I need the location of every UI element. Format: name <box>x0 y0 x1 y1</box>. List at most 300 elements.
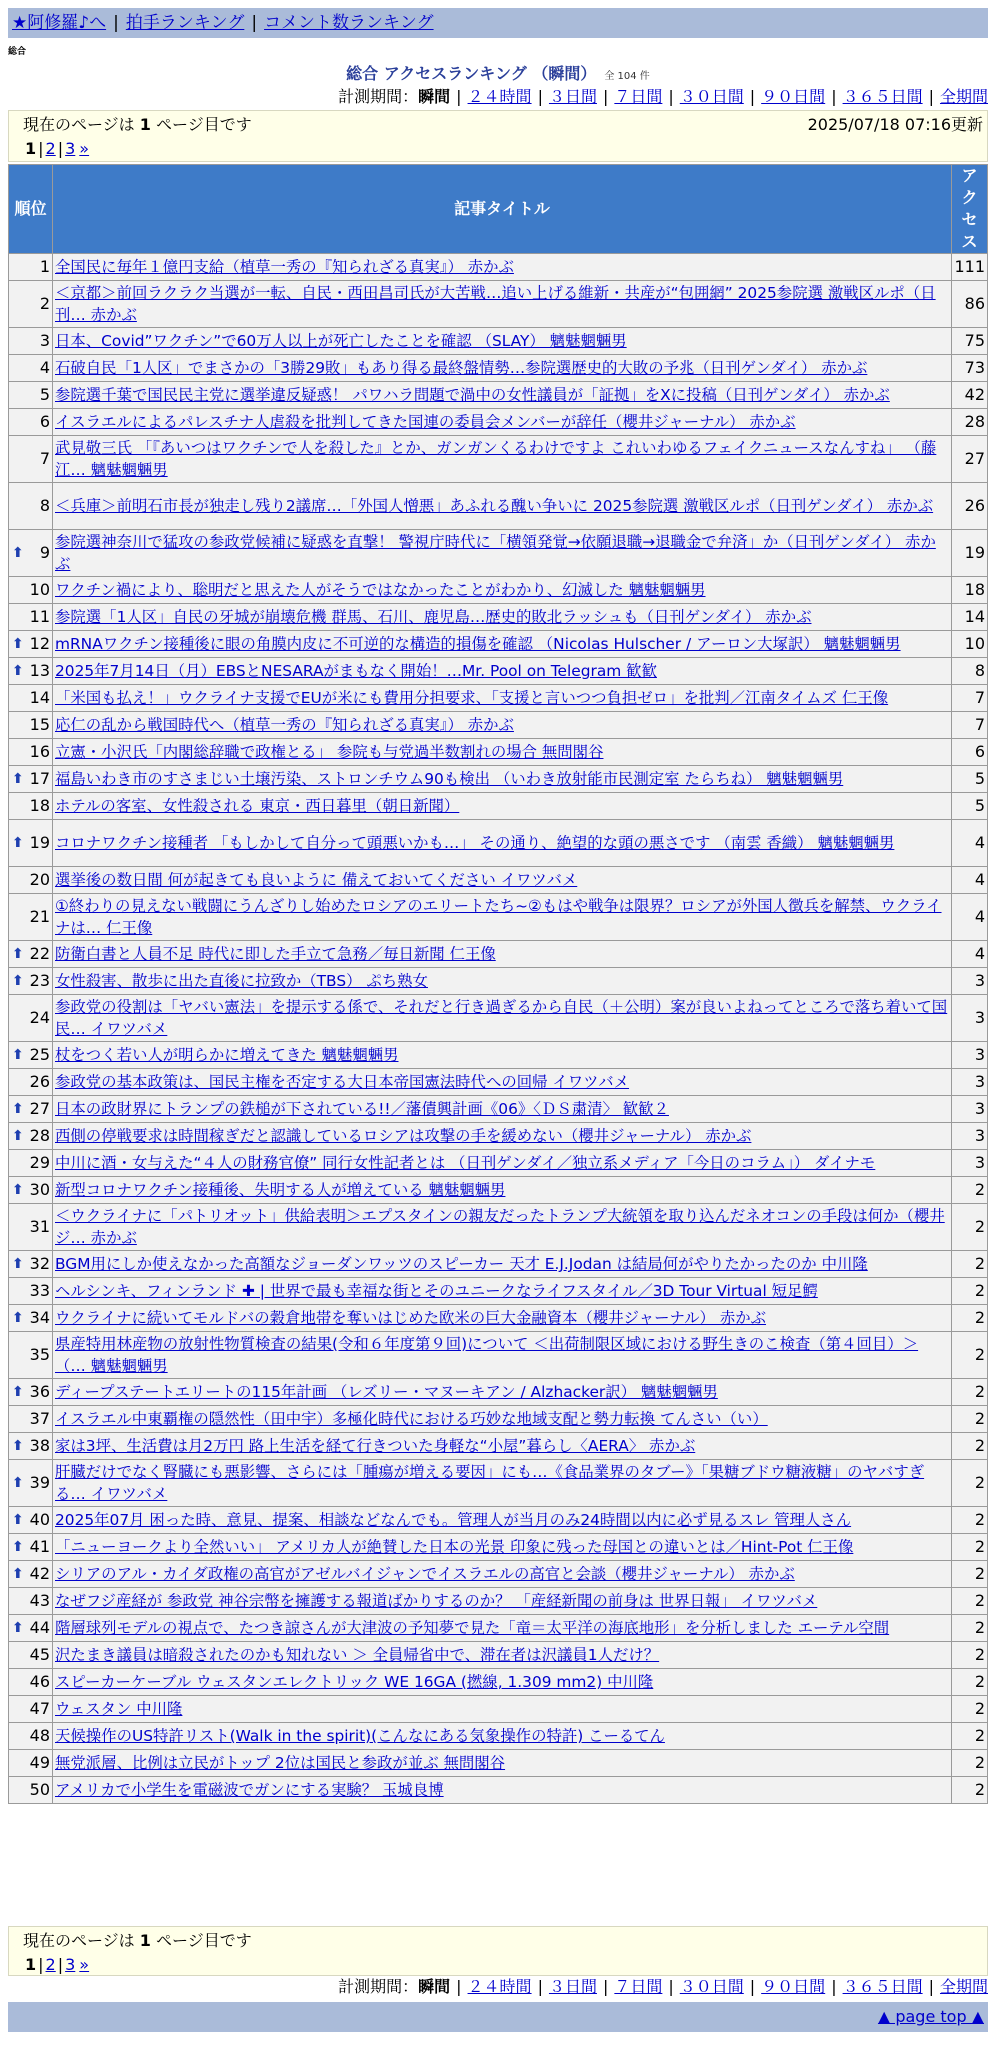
rank-number: 11 <box>29 607 50 626</box>
article-link[interactable]: ホテルの客室、女性殺される 東京・西日暮里（朝日新聞） <box>55 797 460 815</box>
period-link[interactable]: ２４時間 <box>467 87 532 106</box>
article-link[interactable]: 参院選神奈川で猛攻の参政党候補に疑惑を直撃！ 警視庁時代に「横領発覚→依願退職→退職金で弁済」か（日刊ゲンダイ） 赤かぶ <box>55 533 936 573</box>
table-row <box>9 1642 988 1669</box>
period-separator: | <box>928 87 934 106</box>
rank-number: 27 <box>29 1099 50 1118</box>
rank-number: 12 <box>29 634 50 653</box>
title-cell <box>53 530 952 577</box>
article-link[interactable]: ディープステートエリートの115年計画 （レズリー・マヌーキアン / Alzhacker訳） 魑魅魍魎男 <box>55 1383 718 1401</box>
rank-number: 38 <box>29 1436 50 1455</box>
rank-number: 22 <box>29 944 50 963</box>
table-row <box>9 483 988 530</box>
article-link[interactable]: 全国民に毎年１億円支給（植草一秀の『知られざる真実』） 赤かぶ <box>55 258 514 276</box>
rank-number: 35 <box>29 1345 50 1364</box>
table-row <box>9 658 988 685</box>
page-status-top <box>8 110 988 162</box>
period-label: 計測期間： <box>338 87 419 106</box>
rank-cell <box>9 1096 53 1123</box>
table-row <box>9 1433 988 1460</box>
table-row <box>9 1507 988 1534</box>
period-label: 計測期間： <box>338 1977 419 1996</box>
access-count: 2 <box>952 1588 988 1615</box>
period-link[interactable]: ３日間 <box>548 1977 597 1996</box>
rank-cell <box>9 436 53 483</box>
access-count: 2 <box>952 1507 988 1534</box>
period-link[interactable]: ３０日間 <box>679 87 744 106</box>
table-row <box>9 712 988 739</box>
access-count: 2 <box>952 1615 988 1642</box>
access-count: 2 <box>952 1669 988 1696</box>
current-page-number: 1 <box>25 139 37 158</box>
period-link[interactable]: ７日間 <box>614 87 663 106</box>
article-link[interactable]: 応仁の乱から戦国時代へ（植草一秀の『知られざる真実』） 赤かぶ <box>55 716 514 734</box>
pagination-separator: | <box>38 139 44 158</box>
bottom-bar <box>8 2002 988 2032</box>
article-link[interactable]: ＜京都＞前回ラクラク当選が一転、自民・西田昌司氏が大苦戦…追い上げる維新・共産が“包囲網” 2025参院選 激戦区ルポ（日刊… 赤かぶ <box>55 284 936 324</box>
period-link[interactable]: ３６５日間 <box>842 87 923 106</box>
article-link[interactable]: mRNAワクチン接種後に眼の角膜内皮に不可逆的な構造的損傷を確認 （Nicolas Hulscher / アーロン大塚訳） 魑魅魍魎男 <box>55 635 901 653</box>
rank-cell <box>9 766 53 793</box>
article-link[interactable]: 家は3坪、生活費は月2万円 路上生活を経て行きついた身軽な“小屋”暮らし〈AERA〉 赤かぶ <box>55 1437 696 1455</box>
arrow-up-icon: ⬆ <box>12 1566 24 1582</box>
access-count: 4 <box>952 894 988 941</box>
period-separator: | <box>831 87 837 106</box>
rank-cell <box>9 1278 53 1305</box>
period-separator: | <box>602 1977 609 1996</box>
article-link[interactable]: なぜフジ産経が 参政党 神谷宗幣を擁護する報道ばかりするのか？ 「産経新聞の前身は 世界日報」 イワツバメ <box>55 1592 818 1610</box>
article-link[interactable]: 参院選「1人区」自民の牙城が崩壊危機 群馬、石川、鹿児島…歴史的敗北ラッシュも（日刊ゲンダイ） 赤かぶ <box>55 608 812 626</box>
nav-separator: | <box>113 13 119 33</box>
article-link[interactable]: 無党派層、比例は立民がトップ 2位は国民と参政が並ぶ 無問閣谷 <box>55 1754 506 1772</box>
rank-cell <box>9 995 53 1042</box>
article-link[interactable]: 女性殺害、散歩に出た直後に拉致か（TBS） ぷち熟女 <box>55 972 428 990</box>
access-count: 2 <box>952 1433 988 1460</box>
article-link[interactable]: アメリカで小学生を電磁波でガンにする実験？ 玉城良博 <box>55 1781 444 1799</box>
title-cell <box>53 894 952 941</box>
table-row <box>9 766 988 793</box>
total-count: 全 104 件 <box>604 71 650 82</box>
title-cell <box>53 1507 952 1534</box>
arrow-up-icon: ⬆ <box>12 1256 24 1272</box>
article-link[interactable]: コロナワクチン接種者 「もしかして自分って頭悪いかも…」 その通り、絶望的な頭の悪さです （南雲 香織） 魑魅魍魎男 <box>55 834 895 852</box>
access-count: 3 <box>952 1123 988 1150</box>
page-link[interactable]: 3 <box>65 1955 76 1974</box>
rank-number: 9 <box>39 543 50 562</box>
rank-number: 1 <box>39 257 50 276</box>
rank-header: 順位 <box>9 165 53 254</box>
title-cell <box>53 1669 952 1696</box>
title-cell <box>53 1777 952 1804</box>
arrow-up-icon: ⬆ <box>12 663 24 679</box>
article-link[interactable]: イスラエルによるパレスチナ人虐殺を批判してきた国連の委員会メンバーが辞任（櫻井ジャーナル） 赤かぶ <box>55 413 796 431</box>
period-separator: | <box>456 1977 462 1996</box>
article-link[interactable]: ①終わりの見えない戦闘にうんざりし始めたロシアのエリートたち~②もはや戦争は限界？ロシアが外国人徴兵を解禁、ウクライナは… 仁王像 <box>55 897 942 937</box>
article-link[interactable]: 武見敬三氏 「『あいつはワクチンで人を殺した』とか、ガンガンくるわけですよ これいわゆるフェイクニュースなんすね」 （藤江… 魑魅魍魎男 <box>55 439 937 479</box>
rank-number: 21 <box>29 907 50 926</box>
access-count: 6 <box>952 739 988 766</box>
title-cell <box>53 712 952 739</box>
rank-number: 41 <box>29 1537 50 1556</box>
article-link[interactable]: 「ニューヨークより全然いい」 アメリカ人が絶賛した日本の光景 印象に残った母国との違いとは／Hint-Pot 仁王像 <box>55 1538 854 1556</box>
period-link[interactable]: 全期間 <box>939 87 988 106</box>
rank-cell <box>9 1150 53 1177</box>
article-link[interactable]: ＜ウクライナに「パトリオット」供給表明＞エプスタインの親友だったトランプ大統領を取り込んだネオコンの手段は何か（櫻井ジ… 赤かぶ <box>55 1207 945 1247</box>
article-link[interactable]: 中川に酒・女与えた“４人の財務官僚” 同行女性記者とは （日刊ゲンダイ／独立系メディア「今日のコラム」） ダイナモ <box>55 1154 876 1172</box>
article-link[interactable]: 防衛白書と人員不足 時代に即した手立て急務／毎日新聞 仁王像 <box>55 945 496 963</box>
next-page-link[interactable]: » <box>79 1955 90 1974</box>
rank-number: 50 <box>29 1780 50 1799</box>
period-separator: | <box>602 87 609 106</box>
nav-separator: | <box>251 13 258 33</box>
rank-number: 26 <box>29 1072 50 1091</box>
arrow-up-icon: ⬆ <box>12 1047 24 1063</box>
rank-number: 33 <box>29 1281 50 1300</box>
page-link[interactable]: 3 <box>65 139 76 158</box>
rank-cell <box>9 739 53 766</box>
article-link[interactable]: 杖をつく若い人が明らかに増えてきた 魑魅魍魎男 <box>55 1046 399 1064</box>
title-cell <box>53 739 952 766</box>
arrow-up-icon: ⬆ <box>12 1620 24 1636</box>
title-cell <box>53 1379 952 1406</box>
access-count: 3 <box>952 968 988 995</box>
rank-number: 37 <box>29 1409 50 1428</box>
page-link[interactable]: 2 <box>45 1955 56 1974</box>
access-count: 3 <box>952 1096 988 1123</box>
rank-cell <box>9 1204 53 1251</box>
table-row <box>9 530 988 577</box>
title-cell <box>53 1696 952 1723</box>
table-row <box>9 820 988 867</box>
arrow-up-icon: ⬆ <box>12 1512 24 1528</box>
title-cell <box>53 1534 952 1561</box>
period-separator: | <box>928 1977 934 1996</box>
period-selector-top <box>338 86 988 108</box>
rank-number: 4 <box>39 358 50 377</box>
rank-number: 13 <box>29 661 50 680</box>
page-status-bottom <box>8 1926 988 1976</box>
article-link[interactable]: 2025年7月14日（月）EBSとNESARAがまもなく開始！…Mr. Pool on Telegram 歓歓 <box>55 662 657 680</box>
article-link[interactable]: 2025年07月 困った時、意見、提案、相談などなんでも。管理人が当月のみ24時間以内に必ず見るスレ 管理人さん <box>55 1511 852 1529</box>
rank-cell <box>9 530 53 577</box>
period-separator: | <box>537 87 543 106</box>
article-link[interactable]: ワクチン禍により、聡明だと思えた人がそうではなかったことがわかり、幻滅した 魑魅魍魎男 <box>55 581 706 599</box>
access-count: 2 <box>952 1534 988 1561</box>
access-count: 28 <box>952 409 988 436</box>
category-label: 総合 <box>8 47 27 57</box>
rank-number: 32 <box>29 1254 50 1273</box>
access-count: 2 <box>952 1379 988 1406</box>
title-cell <box>53 1096 952 1123</box>
access-count: 3 <box>952 1150 988 1177</box>
title-cell <box>53 1123 952 1150</box>
rank-number: 19 <box>29 833 50 852</box>
access-count: 2 <box>952 1305 988 1332</box>
access-count: 7 <box>952 712 988 739</box>
access-count: 3 <box>952 995 988 1042</box>
table-header-row <box>9 165 988 254</box>
period-link[interactable]: ３０日間 <box>679 1977 744 1996</box>
article-link[interactable]: 参院選千葉で国民民主党に選挙違反疑惑！ パワハラ問題で渦中の女性議員が「証拠」をXに投稿（日刊ゲンダイ） 赤かぶ <box>55 386 890 404</box>
table-row <box>9 1177 988 1204</box>
next-page-link[interactable]: » <box>79 139 90 158</box>
ranking-table <box>8 164 988 1804</box>
home-link[interactable]: ★阿修羅♪へ <box>12 13 107 33</box>
top-nav-bar <box>8 8 988 38</box>
access-count: 2 <box>952 1406 988 1433</box>
access-count: 8 <box>952 658 988 685</box>
rank-number: 16 <box>29 742 50 761</box>
rank-number: 8 <box>39 496 50 515</box>
table-row <box>9 739 988 766</box>
title-cell <box>53 1332 952 1379</box>
title-cell <box>53 1406 952 1433</box>
access-count: 4 <box>952 820 988 867</box>
rank-cell <box>9 1642 53 1669</box>
article-link[interactable]: 天候操作のUS特許リスト(Walk in the spirit)(こんなにある気象操作の特許) こーるてん <box>55 1727 665 1745</box>
article-link[interactable]: 階層球列モデルの視点で、たつき諒さんが大津波の予知夢で見た「竜＝太平洋の海底地形」を分析しました エーテル空間 <box>55 1619 890 1637</box>
article-link[interactable]: スピーカーケーブル ウェスタンエレクトリック WE 16GA (撚線, 1.309 mm2) 中川隆 <box>55 1673 654 1691</box>
article-link[interactable]: 新型コロナワクチン接種後、失明する人が増えている 魑魅魍魎男 <box>55 1181 506 1199</box>
rank-number: 17 <box>29 769 50 788</box>
table-row <box>9 1534 988 1561</box>
access-count: 42 <box>952 382 988 409</box>
access-count: 10 <box>952 631 988 658</box>
table-row <box>9 1777 988 1804</box>
access-count: 5 <box>952 766 988 793</box>
arrow-up-icon: ⬆ <box>12 1384 24 1400</box>
article-link[interactable]: ヘルシンキ、フィンランド ✚ | 世界で最も幸福な街とそのユニークなライフスタイル／3D Tour Virtual 短足鰐 <box>55 1282 818 1300</box>
ranking-title: 総合 アクセスランキング （瞬間） <box>346 64 597 83</box>
rank-number: 15 <box>29 715 50 734</box>
title-cell <box>53 1042 952 1069</box>
rank-cell <box>9 1177 53 1204</box>
table-row <box>9 941 988 968</box>
article-link[interactable]: シリアのアル・カイダ政権の高官がアゼルバイジャンでイスラエルの高官と会談（櫻井ジャーナル） 赤かぶ <box>55 1565 795 1583</box>
access-count: 2 <box>952 1177 988 1204</box>
article-link[interactable]: 選挙後の数日間 何が起きても良いように 備えておいてください イワツバメ <box>55 871 578 889</box>
rank-number: 18 <box>29 796 50 815</box>
arrow-up-icon: ⬆ <box>12 1438 24 1454</box>
rank-cell <box>9 867 53 894</box>
rank-number: 43 <box>29 1591 50 1610</box>
period-separator: | <box>831 1977 837 1996</box>
title-cell <box>53 1150 952 1177</box>
comment-ranking-link[interactable]: コメント数ランキング <box>264 13 434 33</box>
title-cell <box>53 1460 952 1507</box>
rank-number: 46 <box>29 1672 50 1691</box>
rank-cell <box>9 1777 53 1804</box>
table-row <box>9 1305 988 1332</box>
access-count: 14 <box>952 604 988 631</box>
article-link[interactable]: 日本の政財界にトランプの鉄槌が下されている!!／藩債興計画《06》〈ＤＳ粛清〉 歓歓２ <box>55 1100 669 1118</box>
period-link[interactable]: ２４時間 <box>467 1977 532 1996</box>
clap-ranking-link[interactable]: 拍手ランキング <box>125 13 245 33</box>
current-page-text: 現在のページは 1 ページ目です <box>23 1931 252 1950</box>
rank-cell <box>9 1069 53 1096</box>
article-link[interactable]: ウェスタン 中川隆 <box>55 1700 183 1718</box>
table-row <box>9 1615 988 1642</box>
title-cell <box>53 483 952 530</box>
title-cell <box>53 1251 952 1278</box>
arrow-up-icon: ⬆ <box>12 771 24 787</box>
access-count: 2 <box>952 1723 988 1750</box>
page-top-link[interactable]: ▲ page top ▲ <box>877 2007 984 2026</box>
article-link[interactable]: 日本、Covid”ワクチン”で60万人以上が死亡したことを確認 （SLAY） 魑魅魍魎男 <box>55 332 627 350</box>
rank-number: 3 <box>39 331 50 350</box>
table-row <box>9 409 988 436</box>
rank-cell <box>9 1615 53 1642</box>
arrow-up-icon: ⬆ <box>12 1475 24 1491</box>
access-count: 5 <box>952 793 988 820</box>
article-link[interactable]: ウクライナに続いてモルドバの穀倉地帯を奪いはじめた欧米の巨大金融資本（櫻井ジャーナル） 赤かぶ <box>55 1309 767 1327</box>
rank-number: 20 <box>29 870 50 889</box>
table-row <box>9 1096 988 1123</box>
title-cell <box>53 995 952 1042</box>
access-count: 2 <box>952 1696 988 1723</box>
pagination-separator: | <box>57 1955 64 1974</box>
table-row <box>9 685 988 712</box>
rank-number: 49 <box>29 1753 50 1772</box>
rank-cell <box>9 658 53 685</box>
rank-cell <box>9 1433 53 1460</box>
rank-cell <box>9 1406 53 1433</box>
pagination-bottom <box>23 1953 973 1977</box>
rank-cell <box>9 1332 53 1379</box>
rank-cell <box>9 382 53 409</box>
rank-cell <box>9 1305 53 1332</box>
table-row <box>9 1123 988 1150</box>
title-cell <box>53 1750 952 1777</box>
rank-number: 14 <box>29 688 50 707</box>
article-link[interactable]: イスラエル中東覇権の隠然性（田中宇）多極化時代における巧妙な地域支配と勢力転換 てんさい（い） <box>55 1410 768 1428</box>
period-link[interactable]: ７日間 <box>614 1977 663 1996</box>
article-link[interactable]: ＜兵庫＞前明石市長が独走し残り2議席…「外国人憎悪」あふれる醜い争いに 2025参院選 激戦区ルポ（日刊ゲンダイ） 赤かぶ <box>55 497 934 515</box>
pagination-top <box>23 137 973 161</box>
access-count: 18 <box>952 577 988 604</box>
access-count: 2 <box>952 1251 988 1278</box>
table-row <box>9 577 988 604</box>
current-page-text: 現在のページは 1 ページ目です <box>23 115 252 134</box>
period-separator: | <box>668 87 674 106</box>
title-cell <box>53 1588 952 1615</box>
rank-cell <box>9 1507 53 1534</box>
page-title <box>0 61 996 84</box>
rank-number: 42 <box>29 1564 50 1583</box>
rank-cell <box>9 1534 53 1561</box>
article-link[interactable]: 西側の停戦要求は時間稼ぎだと認識しているロシアは攻撃の手を緩めない（櫻井ジャーナル） 赤かぶ <box>55 1127 752 1145</box>
access-count: 73 <box>952 355 988 382</box>
table-row <box>9 604 988 631</box>
title-cell <box>53 436 952 483</box>
title-cell <box>53 1561 952 1588</box>
access-header: アクセス <box>952 165 988 254</box>
title-cell <box>53 941 952 968</box>
title-cell <box>53 1642 952 1669</box>
title-cell <box>53 793 952 820</box>
page-link[interactable]: 2 <box>45 139 56 158</box>
rank-number: 31 <box>29 1217 50 1236</box>
title-cell <box>53 1723 952 1750</box>
title-cell <box>53 254 952 281</box>
title-cell <box>53 820 952 867</box>
title-cell <box>53 604 952 631</box>
title-cell <box>53 281 952 328</box>
title-cell <box>53 658 952 685</box>
table-row <box>9 328 988 355</box>
arrow-up-icon: ⬆ <box>12 835 24 851</box>
rank-number: 28 <box>29 1126 50 1145</box>
table-row <box>9 1406 988 1433</box>
period-link[interactable]: 全期間 <box>939 1977 988 1996</box>
access-count: 27 <box>952 436 988 483</box>
access-count: 3 <box>952 1069 988 1096</box>
period-link[interactable]: ３日間 <box>548 87 597 106</box>
access-count: 4 <box>952 941 988 968</box>
period-link[interactable]: ９０日間 <box>761 87 826 106</box>
access-count: 2 <box>952 1642 988 1669</box>
access-count: 4 <box>952 867 988 894</box>
period-current: 瞬間 <box>418 1977 451 1996</box>
article-link[interactable]: 立憲・小沢氏「内閣総辞職で政権とる」 参院も与党過半数割れの場合 無問閣谷 <box>55 743 604 761</box>
rank-cell <box>9 941 53 968</box>
access-count: 2 <box>952 1332 988 1379</box>
table-row <box>9 254 988 281</box>
arrow-up-icon: ⬆ <box>12 973 24 989</box>
article-link[interactable]: 参政党の役割は「ヤバい憲法」を提示する係で、それだと行き過ぎるから自民（＋公明）案が良いよねってところで落ち着いて国民… イワツバメ <box>55 998 948 1038</box>
article-link[interactable]: 参政党の基本政策は、国民主権を否定する大日本帝国憲法時代への回帰 イワツバメ <box>55 1073 630 1091</box>
title-cell <box>53 577 952 604</box>
table-row <box>9 1278 988 1305</box>
table-row <box>9 1669 988 1696</box>
arrow-up-icon: ⬆ <box>12 1101 24 1117</box>
rank-number: 29 <box>29 1153 50 1172</box>
title-cell <box>53 631 952 658</box>
access-count: 2 <box>952 1278 988 1305</box>
article-link[interactable]: BGM用にしか使えなかった高額なジョーダンワッツのスピーカー 天才 E.J.Jodan は結局何がやりたかったのか 中川隆 <box>55 1255 868 1273</box>
rank-number: 40 <box>29 1510 50 1529</box>
rank-number: 24 <box>29 1008 50 1027</box>
rank-cell <box>9 577 53 604</box>
rank-cell <box>9 894 53 941</box>
article-link[interactable]: 「米国も払え！」ウクライナ支援でEUが米にも費用分担要求、「支援と言いつつ負担ゼロ」を批判／江南タイムズ 仁王像 <box>55 689 889 707</box>
arrow-up-icon: ⬆ <box>12 1128 24 1144</box>
table-row <box>9 1204 988 1251</box>
rank-cell <box>9 968 53 995</box>
article-link[interactable]: 福島いわき市のすさまじい土壌汚染、ストロンチウム90も検出 （いわき放射能市民測定室 たらちね） 魑魅魍魎男 <box>55 770 844 788</box>
table-row <box>9 1460 988 1507</box>
article-link[interactable]: 肝臓だけでなく腎臓にも悪影響、さらには「腫瘍が増える要因」にも…《食品業界のタブー》「果糖ブドウ糖液糖」のヤバすぎる… イワツバメ <box>55 1463 925 1503</box>
access-count: 26 <box>952 483 988 530</box>
access-count: 111 <box>952 254 988 281</box>
access-count: 2 <box>952 1460 988 1507</box>
access-count: 7 <box>952 685 988 712</box>
rank-cell <box>9 1588 53 1615</box>
table-row <box>9 1696 988 1723</box>
rank-number: 2 <box>39 294 50 313</box>
rank-cell <box>9 685 53 712</box>
period-selector-bottom <box>338 1976 988 1998</box>
access-count: 19 <box>952 530 988 577</box>
rank-cell <box>9 793 53 820</box>
article-link[interactable]: 沢たまき議員は暗殺されたのかも知れない ＞ 全員帰省中で、滞在者は沢議員1人だけ？ <box>55 1646 660 1664</box>
period-link[interactable]: ９０日間 <box>761 1977 826 1996</box>
article-link[interactable]: 県産特用林産物の放射性物質検査の結果(令和６年度第９回)について ＜出荷制限区域における野生きのこ検査（第４回目）＞ （… 魑魅魍魎男 <box>55 1335 919 1375</box>
rank-cell <box>9 1460 53 1507</box>
rank-number: 7 <box>39 449 50 468</box>
article-link[interactable]: 石破自民「1人区」でまさかの「3勝29敗」もあり得る最終盤情勢…参院選歴史的大敗の予兆（日刊ゲンダイ） 赤かぶ <box>55 359 868 377</box>
title-cell <box>53 1204 952 1251</box>
period-link[interactable]: ３６５日間 <box>842 1977 923 1996</box>
